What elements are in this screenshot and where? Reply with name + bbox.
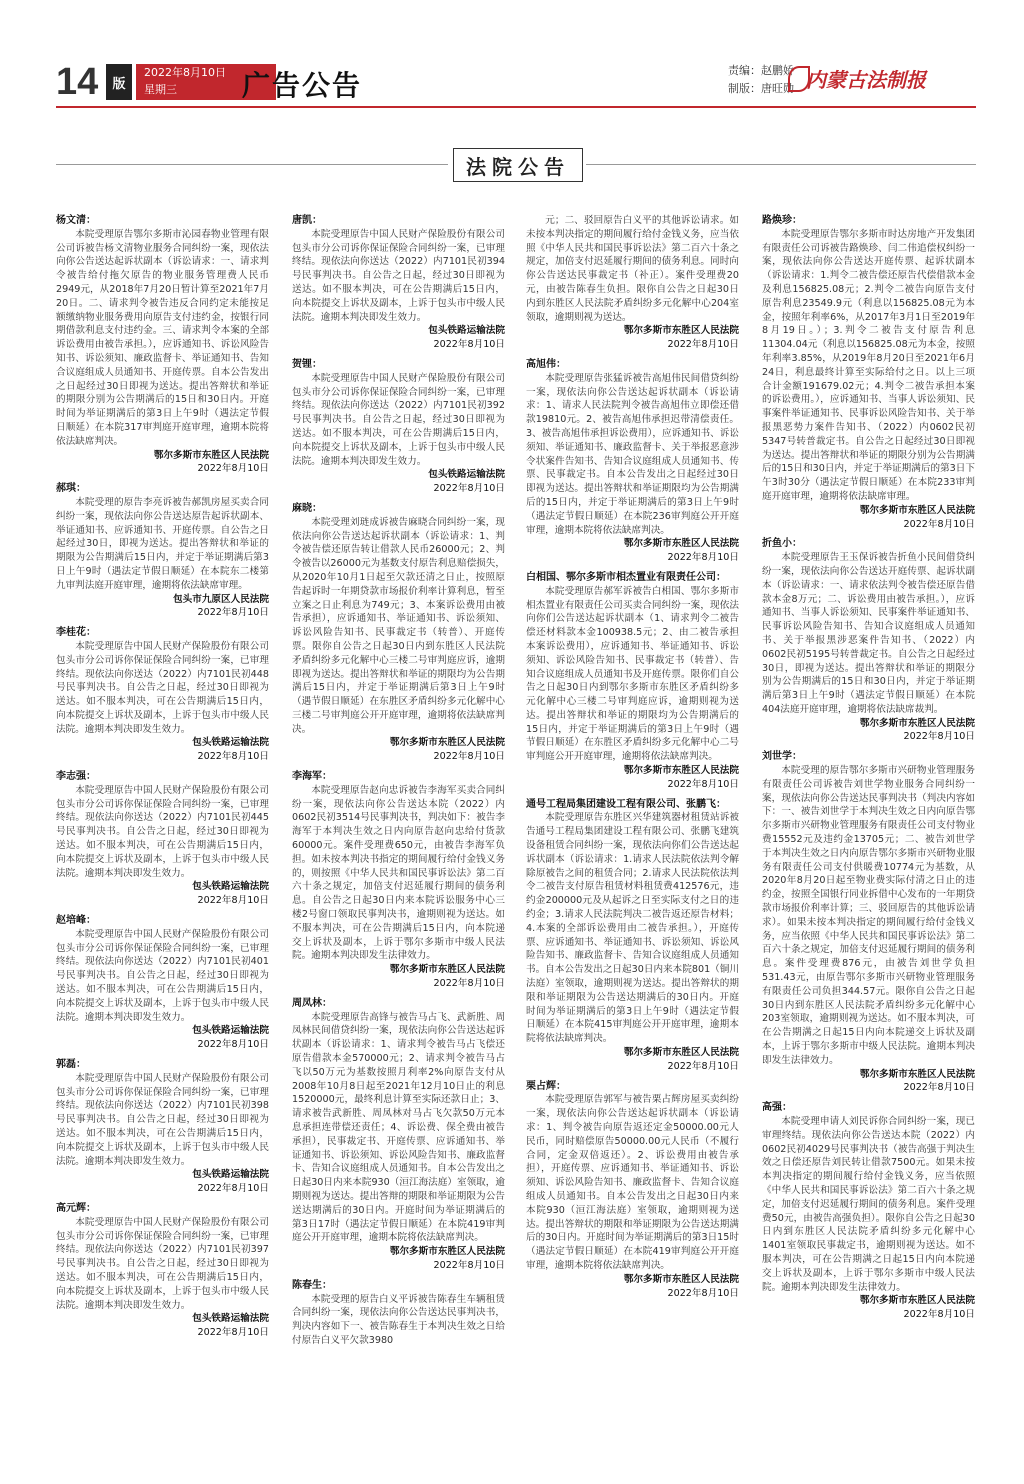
notice-date: 2022年8月10日 [197,607,269,619]
notice-body: 元；二、驳回原告白义平的其他诉讼请求。如未按本判决指定的期间履行给付金钱义务，应当依照《中华人民共和国民事诉讼法》第二百六十条之规定，加倍支付迟延履行期间的债务利息。同时向你公告送达民事裁定书（补正）。案件受理费20元，由被告陈春生负担。限你自公告之日起30日内到东胜区人民法院矛盾纠纷多元化解中心204室领取，逾期则视为送达。 [526,215,739,323]
notice-court: 鄂尔多斯市东胜区人民法院 [153,449,269,461]
notice-date: 2022年8月10日 [433,483,505,495]
notice-date: 2022年8月10日 [903,1309,975,1321]
notice-court: 鄂尔多斯市东胜区人民法院 [859,717,975,729]
notice-title: 通号工程局集团建设工程有限公司、张鹏飞： [526,798,726,810]
notice-body: 本院受理原告中国人民财产保险股份有限公司包头市分公司诉你保证保险合同纠纷一案，已审理终结。现依法向你送达（2022）内7101民初397号民事判决书。自公告之日起，经过30日即视为送达。如不服本判决，可在公告期满后15日内，向本院提交上诉状及副本，上诉于包头市中级人民法院。逾期本判决即发生效力。 [56,1216,269,1311]
notice-court: 鄂尔多斯市东胜区人民法院 [623,765,739,777]
notice-title: 贺锂： [292,358,322,370]
banner-line-left [56,164,448,165]
notice-title: 高旭伟： [526,358,566,370]
court-notice [762,750,975,1095]
notice-body: 本院受理原告中国人民财产保险股份有限公司包头市分公司诉你保证保险合同纠纷一案，已审理终结。现依法向你送达（2022）内7101民初401号民事判决书。自公告之日起，经过30日即视为送达。如不服本判决，可在公告期满后15日内，向本院提交上诉状及副本，上诉于包头市中级人民法院。逾期本判决即发生效力。 [56,928,269,1023]
court-notice [292,1279,505,1348]
notice-court: 鄂尔多斯市东胜区人民法院 [859,1068,975,1080]
notice-date: 2022年8月10日 [197,751,269,763]
notice-body: 本院受理的原告白义平诉被告陈春生车辆租赁合同纠纷一案，现依法向你公告送达民事判决书，判决内容如下一、被告陈春生于本判决生效之日给付原告白义平欠款3980 [292,1293,505,1346]
notice-date: 2022年8月10日 [903,1082,975,1094]
court-notice [292,214,505,352]
notice-date: 2022年8月10日 [197,463,269,475]
court-notice [56,770,269,908]
notice-body: 本院受理原告中国人民财产保险股份有限公司包头市分公司诉你保证保险合同纠纷一案，已审理终结。现依法向你送达（2022）内7101民初398号民事判决书。自公告之日起，经过30日即视为送达。如不服本判决，可在公告期满后15日内，向本院提交上诉状及副本，上诉于包头市中级人民法院。逾期本判决即发生效力。 [56,1072,269,1167]
court-notice [56,626,269,764]
notice-date: 2022年8月10日 [903,518,975,530]
notice-title: 栗占辉： [526,1080,566,1092]
notice-date: 2022年8月10日 [667,1060,739,1072]
notice-court: 包头铁路运输法院 [192,1025,269,1037]
editor-credits [728,62,794,98]
court-notice [56,214,269,476]
notice-body: 本院受理刘琏成诉被告麻晓合同纠纷一案，现依法向你公告送达起诉状副本（诉讼请求：1、判令被告偿还原告转让借款人民币26000元；2、判令被告以26000元为基数支付原告利息赔偿损失，从2020年10月1日起至欠款还清之日止，按照原告起诉时一年期贷款市场报价利率计算利息，暂至立案之日止利息为749元；3、本案诉讼费用由被告承担），应诉通知书、举证通知书、诉讼须知、诉讼风险告知书、民事裁定书（转普）、开庭传票。限你自公告之日起30日内到东胜区人民法院矛盾纠纷多元化解中心三楼二号审判庭应诉，逾期即视为送达。提出答辩状和举证的期限均为公告期满后15日内，并定于举证期满后第3日上午9时（遇节假日顺延）在东胜区矛盾纠纷多元化解中心三楼二号审判庭公开开庭审理，逾期将依法缺席判决。 [292,516,505,735]
notice-body: 本院受理原告中国人民财产保险股份有限公司包头市分公司诉你保证保险合同纠纷一案，已审理终结。现依法向你送达（2022）内7101民初394号民事判决书。自公告之日起，经过30日即视为送达。如不服本判决，可在公告期满后15日内，向本院提交上诉状及副本，上诉于包头市中级人民法院。逾期本判决即发生效力。 [292,228,505,323]
notice-court: 鄂尔多斯市东胜区人民法院 [623,538,739,550]
notice-date: 2022年8月10日 [667,1287,739,1299]
notice-body: 本院受理原告张猛诉被告高旭伟民间借贷纠纷一案，现依法向你公告送达起诉状副本（诉讼请求：1、请求人民法院判令被告高旭伟立即偿还借款19810元。2、被告高旭伟承担迟带清偿责任。3、被告高旭伟承担诉讼费用），应诉通知书、诉讼须知、举证通知书、廉政监督卡、关于举报恶意涉令状案件告知书、告知合议庭组成人员通知书、传票、民事裁定书。自本公告发出之日起经过30日即视为送达。提出答辩状和举证期限均为公告期满后的15日内，并定于举证期满后的第3日上午9时（遇法定节假日顺延）在本院236审判庭公开开庭审理，逾期本院将依法缺席判决。 [526,372,739,536]
notice-title: 郝琪： [56,483,86,495]
notice-body: 本院受理原告中国人民财产保险股份有限公司包头市分公司诉你保证保险合同纠纷一案，已审理终结。现依法向你送达（2022）内7101民初445号民事判决书。自公告之日起，经过30日即视为送达。如不服本判决，可在公告期满后15日内，向本院提交上诉状及副本，上诉于包头市中级人民法院。逾期本判决即发生效力。 [56,784,269,879]
court-notice [292,358,505,496]
notice-date: 2022年8月10日 [433,1259,505,1271]
column-2 [292,214,505,1354]
notice-court: 包头铁路运输法院 [192,737,269,749]
court-notice [526,214,739,352]
notice-title: 郭磊： [56,1059,86,1071]
notice-date: 2022年8月10日 [433,339,505,351]
section-title: 广告公告 [242,69,363,102]
notice-court: 包头铁路运输法院 [428,469,505,481]
notice-title: 路焕珍： [762,215,802,226]
column-1 [56,214,269,1346]
notice-date: 2022年8月10日 [433,978,505,990]
court-notice [762,1101,975,1322]
page-number: 14 [56,61,99,103]
column-4 [762,214,975,1328]
notice-date: 2022年8月10日 [667,339,739,351]
notice-body: 本院受理的原告鄂尔多斯市兴研物业管理服务有限责任公司诉被告刘世学物业服务合同纠纷一案，现依法向你公告送达民事判决书（判决内容如下：一、被告刘世学于本判决生效之日内向原告鄂尔多斯市兴研物业管理服务有限责任公司支付物业费15552元及违约金13705元；二、被告刘世学于本判决生效之日内向原告鄂尔多斯市兴研物业服务有限责任公司支付供暖费10774元为基数，从2020年8月20日起至物业费实际付清之日止的违约金，按照全国银行同业拆借中心发布的一年期贷款市场报价利率计算；三、驳回原告的其他诉讼请求）。如果未按本判决指定的期间履行给付金钱义务，应当依照《中华人民共和国民事诉讼法》第二百六十条之规定，加倍支付迟延履行期间的债务利息。案件受理费876元，由被告刘世学负担531.43元，由原告鄂尔多斯市兴研物业管理服务有限责任公司负担344.57元。限你自公告之日起30日内到东胜区人民法院矛盾纠纷多元化解中心203室领取，逾期则视为送达。如不服本判决，可在公告期满之日起15日内向本院递交上诉状及副本，上诉于鄂尔多斯市中级人民法院。逾期本判决即发生法律效力。 [762,765,975,1066]
editor-name: 责编：赵鹏娇 [728,64,794,77]
notice-court: 鄂尔多斯市东胜区人民法院 [389,964,505,976]
notice-court: 鄂尔多斯市东胜区人民法院 [623,1273,739,1285]
notice-body: 本院受理原告高锋与被告马占飞、武新胜、周凤林民间借贷纠纷一案，现依法向你公告送达起诉状副本（诉讼请求：1、请求判令被告马占飞偿还原告借款本金570000元；2、请求判令被告马占飞以50万元为基数按照月利率2%向原告支付从2008年10月8日起至2021年12月10日止的利息1520000元，最终利息计算至实际还款日止；3、请求被告武新胜、周凤林对马占飞欠款50万元本息承担连带偿还责任；4、诉讼费、保全费由被告承担），民事裁定书、开庭传票、应诉通知书、举证通知书、诉讼须知、诉讼风险告知书、廉政监督卡、告知合议庭组成人员通知书。自本公告发出之日起30日内来本院930（洹江海法庭）室领取，逾期则视为送达。提出答辩的期限和举证期限为公告送达期满后的30日内。开庭时间为举证期满后的第3日17时（遇法定节假日顺延）在本院419审判庭公开开庭审理，逾期本院将依法缺席判决。 [292,1011,505,1244]
notice-body: 本院受理原告赵向忠诉被告李海军买卖合同纠纷一案，现依法向你公告送达本院（2022）内0602民初3514号民事判决书，判决如下：被告李海军于本判决生效之日内向原告赵向忠给付货款60000元。案件受理费650元，由被告李海军负担。如未按本判决书指定的期间履行给付金钱义务的，则按照《中华人民共和国民事诉讼法》第二百六十条之规定，加倍支付迟延履行期间的债务利息。自公告之日起30日内来本院诉讼服务中心三楼2号窗口领取民事判决书，逾期则视为送达。如不服本判决，可在公告期满后15日内，向本院递交上诉状及副本，上诉于鄂尔多斯市中级人民法院。逾期本判决即发生法律效力。 [292,784,505,962]
notice-date: 2022年8月10日 [433,751,505,763]
notice-body: 本院受理原告东胜区兴华建筑器材租赁站诉被告通号工程局集团建设工程有限公司、张鹏飞建筑设备租赁合同纠纷一案，现依法向你们公告送达起诉状副本（诉讼请求：1.请求人民法院依法判令解除原被告之间的租赁合同；2.请求人民法院依法判令二被告支付原告租赁材料租赁费412576元，违约金200000元及从起诉之日至实际支付之日的违约金；3.请求人民法院判决二被告返还原告材料；4.本案的全部诉讼费用由二被告承担。），开庭传票、应诉通知书、举证通知书、诉讼须知、诉讼风险告知书、廉政监督卡、告知合议庭组成人员通知书。自本公告发出之日起30日内来本院801（铜川法庭）室领取，逾期则视为送达。提出答辩状的期限和举证期限为公告送达期满后的30日内。开庭时间为举证期满后的第3日上午9时（遇法定节假日顺延）在本院415审判庭公开开庭审理，逾期本院将依法缺席判决。 [526,812,739,1045]
notice-title: 李桂花： [56,627,96,639]
notice-court: 鄂尔多斯市东胜区人民法院 [623,325,739,337]
notice-title: 高元辉： [56,1202,96,1214]
court-notice [292,770,505,991]
court-notice [292,502,505,764]
notice-body: 本院受理原告中国人民财产保险股份有限公司包头市分公司诉你保证保险合同纠纷一案，已审理终结。现依法向你送达（2022）内7101民初392号民事判决书。自公告之日起，经过30日即视为送达。如不服本判决，可在公告期满后15日内，向本院提交上诉状及副本，上诉于包头市中级人民法院。逾期本判决即发生效力。 [292,372,505,467]
notice-title: 周凤林： [292,997,332,1009]
court-notice [526,358,739,565]
notice-court: 鄂尔多斯市东胜区人民法院 [859,504,975,516]
notice-title: 赵培峰： [56,915,96,927]
notice-court: 鄂尔多斯市东胜区人民法院 [859,1295,975,1307]
header-rule [56,106,976,108]
column-3 [526,214,739,1306]
notice-court: 包头市九原区人民法院 [173,593,269,605]
producer-name: 制版：唐旺勋 [728,82,794,95]
notice-body: 本院受理申请人刘民诉你合同纠纷一案，现已审理终结。现依法向你公告送达本院（2022）内0602民初4029号民事判决书（被告高强于判决生效之日偿还原告刘民转让借款7500元。如果未按本判决指定的期间履行给付金钱义务，应当依照《中华人民共和国民事诉讼法》第二百六十条之规定，加倍支付迟延履行期间的债务利息。案件受理费50元，由被告高强负担）。限你自公告之日起30日内到东胜区人民法院矛盾纠纷多元化解中心1401室领取民事裁定书，逾期则视为送达。如不服本判决，可在公告期满之日起15日内向本院递交上诉状及副本，上诉于鄂尔多斯市中级人民法院。逾期本判决即发生法律效力。 [762,1116,975,1293]
court-notice [56,1058,269,1196]
notice-date: 2022年8月10日 [197,1183,269,1195]
notice-body: 本院受理原告鄂尔多斯市时达房地产开发集团有限责任公司诉被告路焕珍、闫二伟追偿权纠纷一案，现依法向你公告送达开庭传票、起诉状副本（诉讼请求：1.判令二被告偿还原告代偿借款本金及利息156825.08元；2.判令二被告向原告支付原告利息23549.9元（利息以156825.08元为本金，按照年利率6%，从2017年3月1日至2019年8月19日。）；3.判令二被告支付原告利息11304.04元（利息以156825.08元为本金，按照年利率3.85%，从2019年8月20日至2021年6月24日，利息最终计算至实际给付之日。以上三项合计金额191679.02元；4.判令二被告承担本案的诉讼费用。），应诉通知书、当事人诉讼须知、民事案件举证通知书、民事诉讼风险告知书、关于举报黑恶势力案件告知书、（2022）内0602民初5347号转普裁定书。自公告之日起经过30日即视为送达。提出答辩状和举证的期限分别为公告期满后的15日和30日内，并定于举证期满后的第3日下午3时30分（遇法定节假日顺延）在本院233审判庭开庭审理，逾期将依法缺席审理。 [762,228,975,502]
notice-court: 包头铁路运输法院 [428,325,505,337]
notice-title: 折鱼小： [762,538,802,550]
notice-date: 2022年8月10日 [197,1039,269,1051]
court-notice [56,1202,269,1340]
newspaper-name: 内蒙古法制报 [806,68,926,92]
notice-body: 本院受理原告中国人民财产保险股份有限公司包头市分公司诉你保证保险合同纠纷一案，已审理终结。现依法向你送达（2022）内7101民初448号民事判决书。自公告之日起，经过30日即视为送达。如不服本判决，可在公告期满后15日内，向本院提交上诉状及副本，上诉于包头市中级人民法院。逾期本判决即发生效力。 [56,640,269,735]
notice-date: 2022年8月10日 [667,552,739,564]
notice-court: 包头铁路运输法院 [192,1313,269,1325]
notice-title: 唐凯： [292,215,322,226]
notice-title: 李海军： [292,771,332,783]
notice-body: 本院受理原告鄂尔多斯市沁园春物业管理有限公司诉被告杨文清物业服务合同纠纷一案，现依法向你公告送达起诉状副本（诉讼请求：一、请求判令被告给付拖欠原告的物业服务管理费人民币2949元，从2018年7月20日暂计算至2021年7月20日。二、请求判令被告违反合同约定未能按足额缴纳物业服务费用向原告支付违约金，按银行同期借款利息支付违约金。三、请求判令本案的全部诉讼费用由被告承担。），应诉通知书、诉讼风险告知书、诉讼须知、廉政监督卡、举证通知书、告知合议庭组成人员通知书、开庭传票。自本公告发出之日起经过30日即视为送达。提出答辩状和举证的期限分别为公告期满后的15日和30日内。开庭时间为举证期满后的第3日上午9时（遇法定节假日顺延）在本院317审判庭开庭审理，逾期本院将依法缺席判决。 [56,228,269,447]
notice-title: 刘世学： [762,751,802,763]
notice-court: 鄂尔多斯市东胜区人民法院 [389,737,505,749]
notice-court: 包头铁路运输法院 [192,881,269,893]
notice-date: 2022年8月10日 [197,1327,269,1339]
court-notice [526,1080,739,1301]
court-notice [762,214,975,531]
notice-date: 2022年8月10日 [197,895,269,907]
ban-label: 版 [106,64,132,100]
notice-body: 本院受理原告郭军与被告栗占辉房屋买卖纠纷一案，现依法向你公告送达起诉状副本（诉讼请求：1、判令被告向原告返还定金50000.00元人民币，同时赔偿原告50000.00元人民币（不履行合同，定金双倍返还）。2、诉讼费用由被告承担），开庭传票、应诉通知书、举证通知书、诉讼须知、诉讼风险告知书、廉政监督卡、告知合议庭组成人员通知书。自本公告发出之日起30日内来本院930（洹江海法庭）室领取，逾期则视为送达。提出答辩状的期限和举证期限为公告送达期满后的30日内。开庭时间为举证期满后的第3日15时（遇法定节假日顺延）在本院419审判庭公开开庭审理，逾期本院将依法缺席判决。 [526,1094,739,1271]
notice-date: 2022年8月10日 [667,778,739,790]
notice-court: 鄂尔多斯市东胜区人民法院 [389,1246,505,1258]
court-notice [292,997,505,1273]
page-header [56,60,976,106]
banner-line-right [586,164,976,165]
notice-title: 李志强： [56,771,96,783]
court-notice [56,914,269,1052]
notice-body: 本院受理的原告李亮诉被告郝凯房屋买卖合同纠纷一案，现依法向你公告送达原告起诉状副本、举证通知书、应诉通知书、开庭传票。自公告之日起经过30日，即视为送达。提出答辩状和举证的期限为公告期满后15日内，并定于举证期满后第3日上午9时（遇法定节假日顺延）在本院东二楼第九审判法庭开庭审理，逾期将依法缺席审理。 [56,496,269,591]
notice-body: 本院受理原告郝军诉被告白相国、鄂尔多斯市相杰置业有限责任公司买卖合同纠纷一案，现依法向你们公告送达起诉状副本（1、请求判令二被告偿还材料款本金100938.5元；2、由二被告承担本案诉讼费用），应诉通知书、举证通知书、诉讼须知、诉讼风险告知书、民事裁定书（转普）、告知合议庭组成人员通知书及开庭传票。限你们自公告之日起30日内到鄂尔多斯市东胜区矛盾纠纷多元化解中心三楼二号审判庭应诉，逾期则视为送达。提出答辩状和举证的期限均为公告期满后的15日内，并定于举证期满后的第3日上午9时（遇节假日顺延）在东胜区矛盾纠纷多元化解中心二号审判庭公开开庭审理，逾期将依法缺席判决。 [526,585,739,763]
notice-title: 陈春生： [292,1279,332,1291]
court-notice [526,798,739,1074]
notice-court: 鄂尔多斯市东胜区人民法院 [623,1047,739,1059]
issue-date: 2022年8月10日 [144,66,226,79]
notice-court: 包头铁路运输法院 [192,1169,269,1181]
court-notice [56,482,269,620]
notice-title: 杨文清： [56,215,96,226]
issue-weekday: 星期三 [144,83,177,96]
court-notice [762,537,975,744]
notice-title: 高强： [762,1102,792,1114]
notice-title: 麻晓： [292,502,322,514]
court-notice [526,571,739,792]
notice-title: 白相国、鄂尔多斯市相杰置业有限责任公司： [526,571,726,583]
court-notice-banner: 法院公告 [453,148,583,182]
notice-date: 2022年8月10日 [903,731,975,743]
notice-body: 本院受理原告王玉保诉被告折鱼小民间借贷纠纷一案，现依法向你公告送达开庭传票、起诉状副本（诉讼请求：一、请求依法判令被告偿还原告借款本金8万元；二、诉讼费用由被告承担。），应诉通知书、当事人诉讼须知、民事案件举证通知书、民事诉讼风险告知书、告知合议庭组成人员通知书、关于举报黑涉恶案件告知书、（2022）内0602民初5195号转普裁定书。自公告之日起经过30日，即视为送达。提出答辩状和举证的期限分别为公告期满后的15日和30日内，并定于举证期满后第3日上午9时（遇法定节假日顺延）在本院404法庭开庭审理，逾期将依法缺席裁判。 [762,552,975,715]
